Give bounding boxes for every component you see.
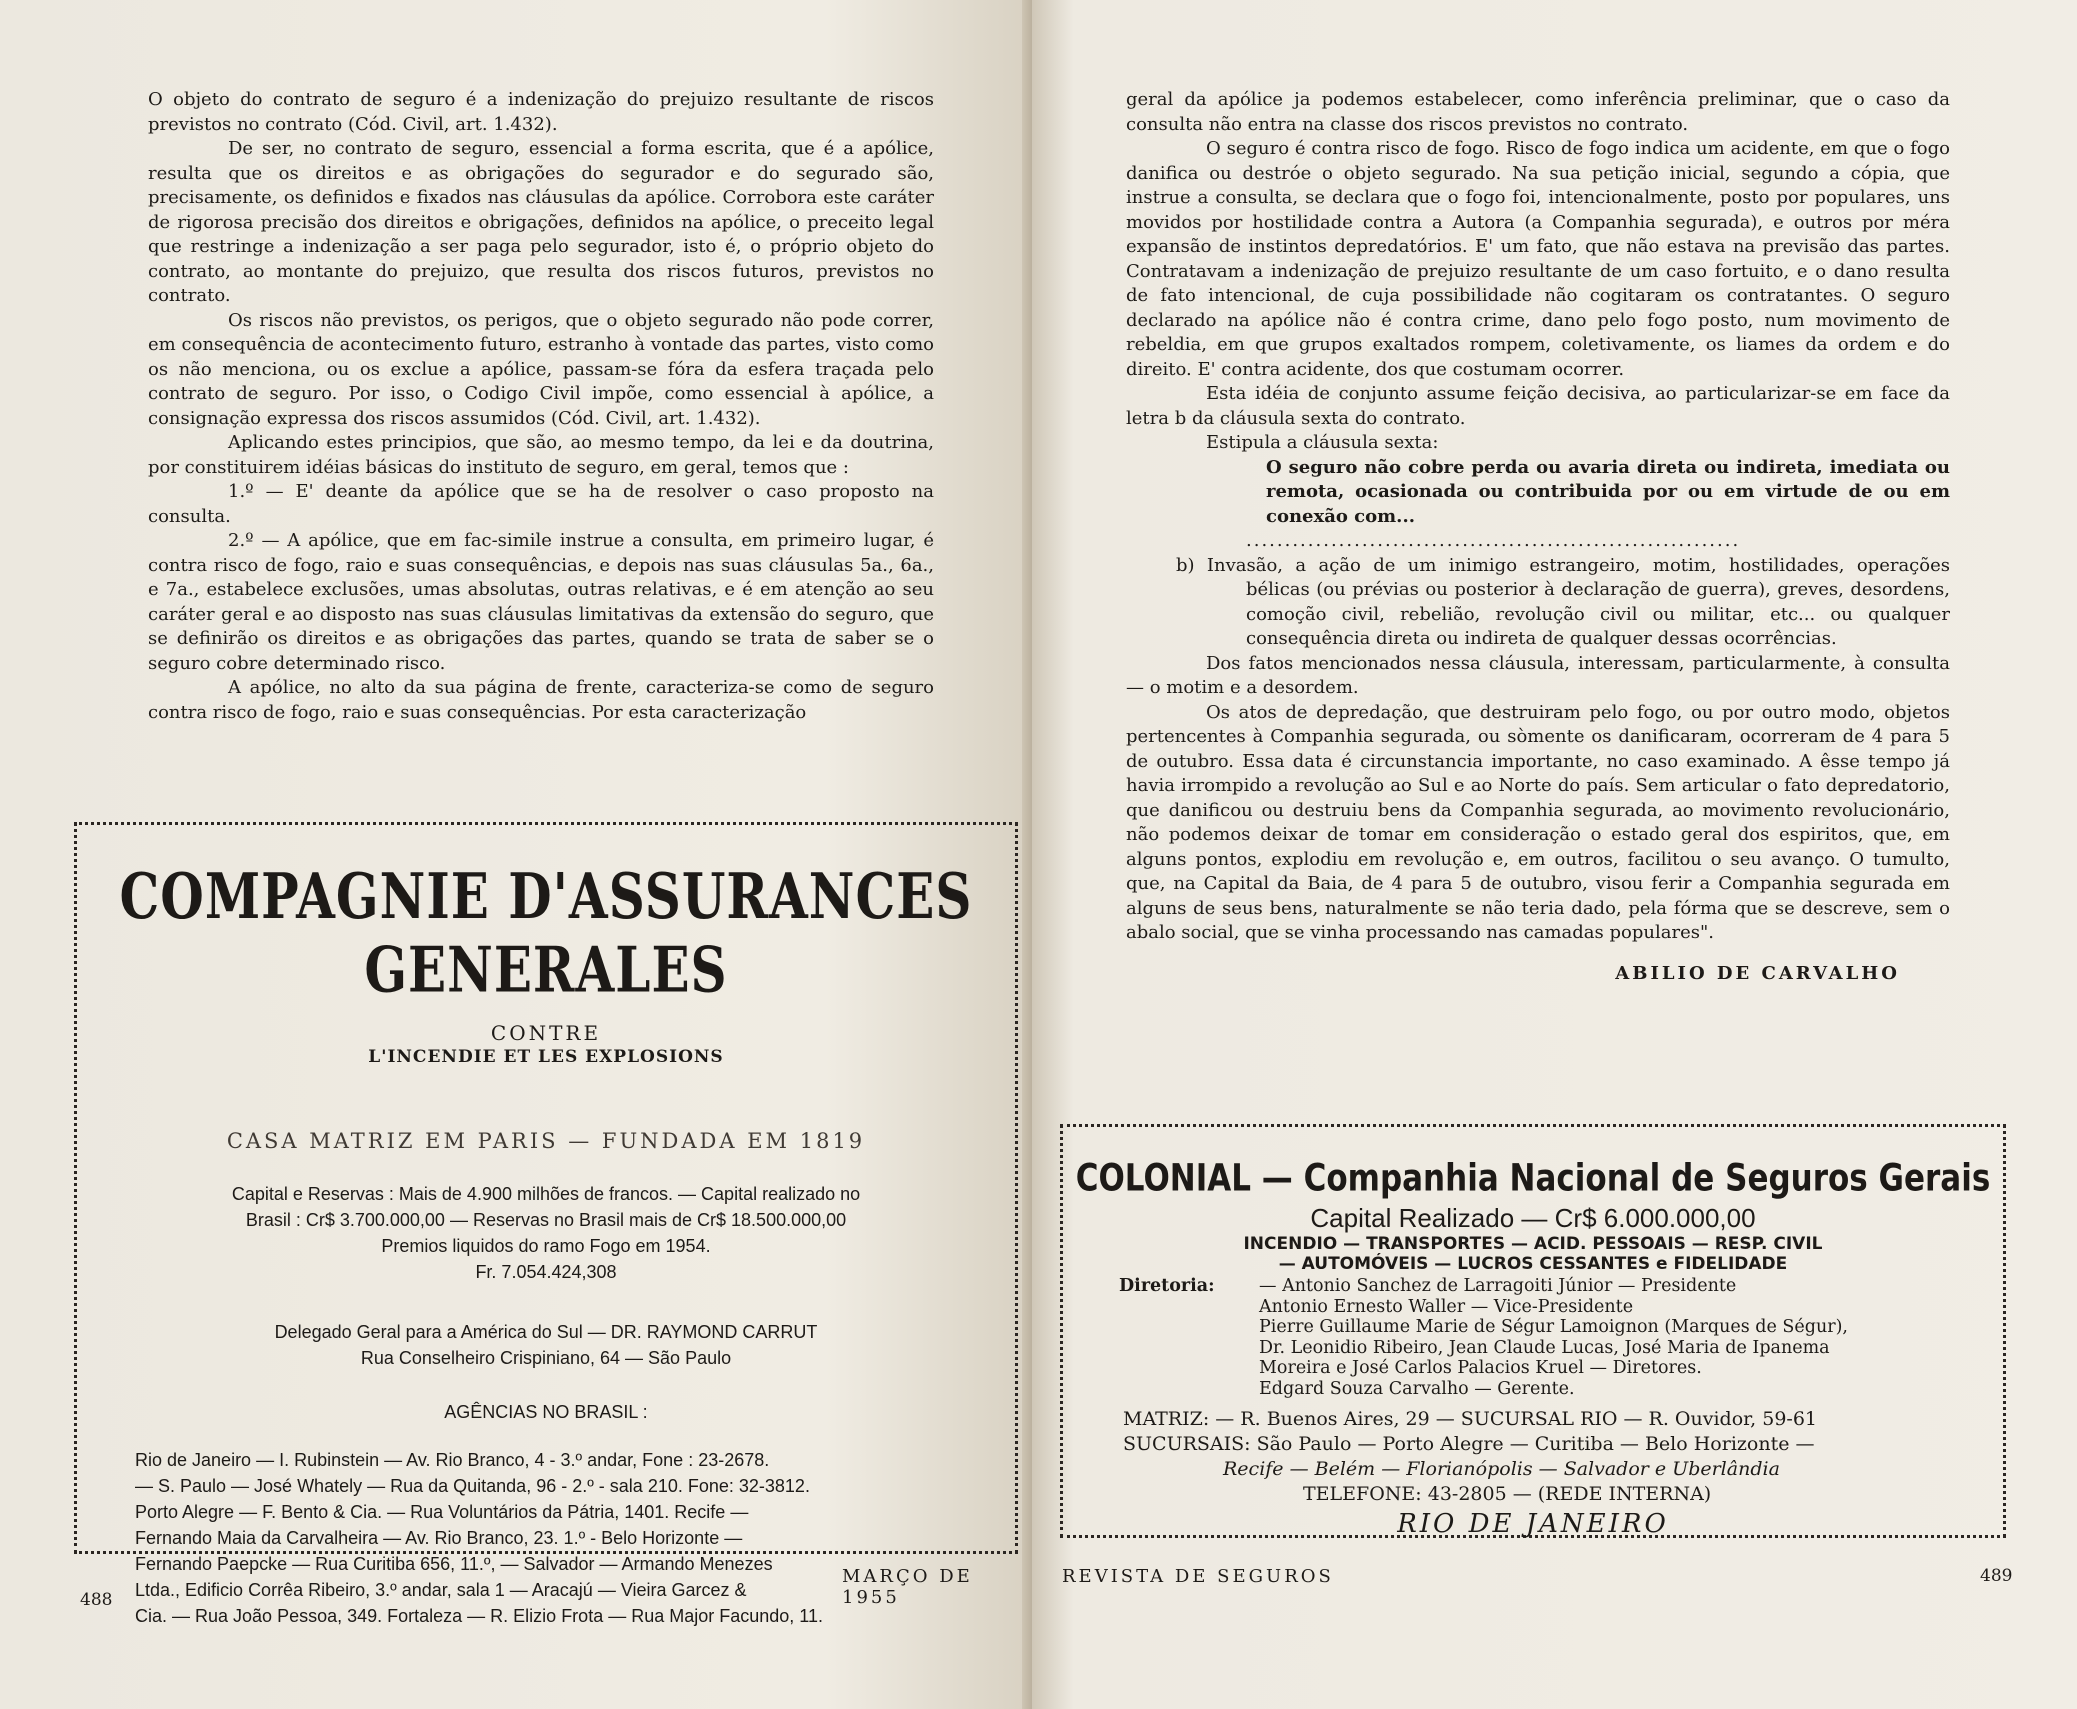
paragraph: 2.º — A apólice, que em fac-simile instrue a consulta, em primeiro lugar, é contra risco de fogo, raio e suas consequências, e depois nas suas cláusulas 5a., 6a., e 7a., estabelece exclusões, umas absolutas, outras relativas, e é em atenção ao seu caráter geral e ao disposto nas suas cláusulas limitativas da extensão do seguro, que se definirão os direitos e as obrigações das partes, quando se trata de saber se o seguro cobre determinado risco. — [148, 530, 934, 674]
advert-agencias-title: AGÊNCIAS NO BRASIL : — [444, 1402, 648, 1422]
diretoria-line: Moreira e José Carlos Palacios Kruel — Diretores. — [1259, 1358, 1702, 1378]
address-line: TELEFONE: 43-2805 — (REDE INTERNA) — [1303, 1483, 1712, 1505]
paragraph: Os riscos não previstos, os perigos, que o objeto segurado não pode correr, em consequência de acontecimento futuro, estranho à vontade das partes, visto como os não menciona, ou os exclue a apólice, passam-se fóra da esfera traçada pelo contrato de seguro. Por isso, o Codigo Civil impõe, como essencial à apólice, a consignação expressa dos riscos assumidos (Cód. Civil, art. 1.432). — [148, 309, 934, 429]
running-footer-right: REVISTA DE SEGUROS — [1062, 1566, 1334, 1587]
agencia-line: Cia. — Rua João Pessoa, 349. Fortaleza — R. Elizio Frota — Rua Major Facundo, 11. — [135, 1606, 823, 1626]
left-page — [0, 0, 1032, 1709]
advert-capital-line: Capital e Reservas : Mais de 4.900 milhões de francos. — Capital realizado no — [231, 1184, 861, 1204]
diretoria-line: Pierre Guillaume Marie de Ségur Lamoignon (Marques de Ségur), — [1259, 1317, 1848, 1337]
advert-delegado-line: Delegado Geral para a América do Sul — DR. RAYMOND CARRUT — [274, 1322, 818, 1342]
page-number-right: 489 — [1980, 1566, 2013, 1586]
advert-capital-block — [77, 1181, 1015, 1285]
diretoria-line: Antonio Ernesto Waller — Vice-Presidente — [1259, 1296, 1634, 1317]
author-signature: ABILIO DE CARVALHO — [1615, 962, 1900, 984]
diretoria-label: Diretoria: — [1119, 1276, 1215, 1296]
page-number-left: 488 — [80, 1590, 113, 1610]
advert-capital-line: Brasil : Cr$ 3.700.000,00 — Reservas no Brasil mais de Cr$ 18.500.000,00 — [245, 1210, 847, 1230]
address-line: Recife — Belém — Florianópolis — Salvador e Uberlândia — [1223, 1458, 1780, 1480]
agencia-line: Porto Alegre — F. Bento & Cia. — Rua Voluntários da Pátria, 1401. Recife — — [135, 1502, 749, 1522]
paragraph: Esta idéia de conjunto assume feição decisiva, ao particularizar-se em face da letra b da cláusula sexta do contrato. — [1126, 383, 1950, 429]
paragraph: geral da apólice ja podemos estabelecer, como inferência preliminar, que o caso da consulta não entra na classe dos riscos previstos no contrato. — [1126, 89, 1950, 135]
advert-delegado-block — [77, 1319, 1015, 1371]
ramo-line: INCENDIO — TRANSPORTES — ACID. PESSOAIS — RESP. CIVIL — [1243, 1234, 1823, 1254]
advert-subtitle: L'INCENDIE ET LES EXPLOSIONS — [368, 1047, 724, 1067]
paragraph: O seguro é contra risco de fogo. Risco de fogo indica um acidente, em que o fogo danifica ou destróe o objeto segurado. Na sua petição inicial, segundo a cópia, que instrue a consulta, se declara que o fogo foi, intencionalmente, posto por populares, uns movidos por hostilidade contra a Autora (a Companhia segurada), e outros por méra expansão de instintos depredatórios. E' um fato, que não estava na previsão das partes. Contratavam a indenização de prejuizo resultante de um caso fortuito, e o dano resulta de fato intencional, de cuja possibilidade não cogitaram os contratantes. O seguro declarado na apólice não é contra crime, dano pelo fogo posto, num movimento de rebeldia, em que grupos exaltados rompem, coletivamente, os liames da ordem e do direito. E' contra acidente, dos que costumam ocorrer. — [1126, 138, 1950, 380]
advert-city: RIO DE JANEIRO — [1397, 1509, 1669, 1539]
advert-capital-line: Fr. 7.054.424,308 — [475, 1262, 617, 1282]
left-article-text — [148, 88, 934, 725]
advert-lines-of-business — [1063, 1234, 2003, 1274]
running-footer-left: MARÇO DE 1955 — [842, 1566, 973, 1608]
right-article-text — [1126, 88, 1950, 986]
paragraph: O objeto do contrato de seguro é a indenização do prejuizo resultante de riscos previstos no contrato (Cód. Civil, art. 1.432). — [148, 89, 934, 135]
paragraph: b) Invasão, a ação de um inimigo estrangeiro, motim, hostilidades, operações bélicas (ou prévias ou posterior à declaração de guerra), greves, desordens, comoção civil, rebelião, revolução civil ou militar, etc... ou qualquer consequência direta ou indireta de qualquer dessas ocorrências. — [1176, 554, 1950, 649]
right-page — [1032, 0, 2077, 1709]
agencia-line: Fernando Paepcke — Rua Curitiba 656, 11.º, — Salvador — Armando Menezes — [135, 1554, 773, 1574]
agencia-line: Rio de Janeiro — I. Rubinstein — Av. Rio Branco, 4 - 3.º andar, Fone : 23-2678. — [135, 1450, 770, 1470]
diretoria-line: Dr. Leonidio Ribeiro, Jean Claude Lucas, José Maria de Ipanema — [1259, 1337, 1830, 1358]
paragraph: De ser, no contrato de seguro, essencial a forma escrita, que é a apólice, resulta que os direitos e as obrigações do segurador e do segurado são, precisamente, os definidos e fixados nas cláusulas da apólice. Corrobora este caráter de rigorosa precisão dos direitos e obrigações, definidos na apólice, o preceito legal que restringe a indenização a ser paga pelo segurador, isto é, o próprio objeto do contrato, ao montante do prejuizo, que resulta dos riscos futuros, previstos no contrato. — [148, 138, 934, 306]
agencia-line: — S. Paulo — José Whately — Rua da Quitanda, 96 - 2.º - sala 210. Fone: 32-3812. — [135, 1476, 810, 1496]
advert-contre: CONTRE — [490, 1021, 602, 1045]
address-line: SUCURSAIS: São Paulo — Porto Alegre — Curitiba — Belo Horizonte — — [1123, 1433, 1815, 1455]
advert-diretoria — [1063, 1276, 2003, 1399]
advert-capital-line: Premios liquidos do ramo Fogo em 1954. — [381, 1236, 711, 1256]
advert-brand: COMPAGNIE D'ASSURANCES GENERALES — [119, 859, 973, 1007]
paragraph: Os atos de depredação, que destruiram pelo fogo, ou por outro modo, objetos pertencentes à Companhia segurada, ou sòmente os danificaram, ocorreram de 4 para 5 de outubro. Essa data é circunstancia importante, no caso examinado. A êsse tempo já havia irrompido a revolução ao Sul e ao Norte do país. Sem articular o fato depredatorio, que danificou ou destruiu bens da Companhia segurada, ao movimento revolucionário, não podemos deixar de tomar em consideração o estado geral dos espiritos, que, em alguns pontos, explodiu em revolução e, em outros, facilitou o seu avanço. O tumulto, que, na Capital da Baia, de 4 para 5 de outubro, visou ferir a Companhia segurada em alguns de seus bens, naturalmente se não teria dado, pela fórma que se descreve, sem o abalo social, que se vinha processando nas camadas populares". — [1126, 701, 1950, 943]
paragraph: Estipula a cláusula sexta: — [1206, 432, 1439, 453]
paragraph: Dos fatos mencionados nessa cláusula, interessam, particularmente, à consulta — o motim e a desordem. — [1126, 652, 1950, 698]
paragraph: 1.º — E' deante da apólice que se ha de resolver o caso proposto na consulta. — [148, 481, 934, 527]
advert-addresses — [1063, 1407, 2003, 1507]
agencia-line: Ltda., Edificio Corrêa Ribeiro, 3.º andar, sala 1 — Aracajú — Vieira Garcez & — [135, 1580, 747, 1600]
ramo-line: — AUTOMÓVEIS — LUCROS CESSANTES e FIDELIDADE — [1278, 1254, 1788, 1274]
paragraph: Aplicando estes principios, que são, ao mesmo tempo, da lei e da doutrina, por constituirem idéias básicas do instituto de seguro, em geral, temos que : — [148, 432, 934, 478]
advert-colonial — [1060, 1124, 2006, 1538]
block-quote: O seguro não cobre perda ou avaria direta ou indireta, imediata ou remota, ocasionada ou contribuida por ou em virtude de ou em conexão com... — [1266, 456, 1950, 527]
advert-capital: Capital Realizado — Cr$ 6.000.000,00 — [1310, 1203, 1756, 1233]
paragraph: A apólice, no alto da sua página de frente, caracteriza-se como de seguro contra risco de fogo, raio e suas consequências. Por esta caracterização — [148, 677, 934, 723]
diretoria-line: — Antonio Sanchez de Larragoiti Júnior — Presidente — [1259, 1276, 1737, 1296]
agencia-line: Fernando Maia da Carvalheira — Av. Rio Branco, 23. 1.º - Belo Horizonte — — [135, 1528, 743, 1548]
ellipsis-line: ................................................................ — [1246, 530, 1741, 551]
advert-brand: COLONIAL — Companhia Nacional de Seguros Gerais — [1075, 1157, 1991, 1201]
advert-headquarters: CASA MATRIZ EM PARIS — FUNDADA EM 1819 — [226, 1129, 866, 1153]
advert-delegado-line: Rua Conselheiro Crispiniano, 64 — São Paulo — [360, 1348, 732, 1368]
address-line: MATRIZ: — R. Buenos Aires, 29 — SUCURSAL RIO — R. Ouvidor, 59-61 — [1123, 1408, 1818, 1430]
diretoria-line: Edgard Souza Carvalho — Gerente. — [1259, 1378, 1575, 1399]
